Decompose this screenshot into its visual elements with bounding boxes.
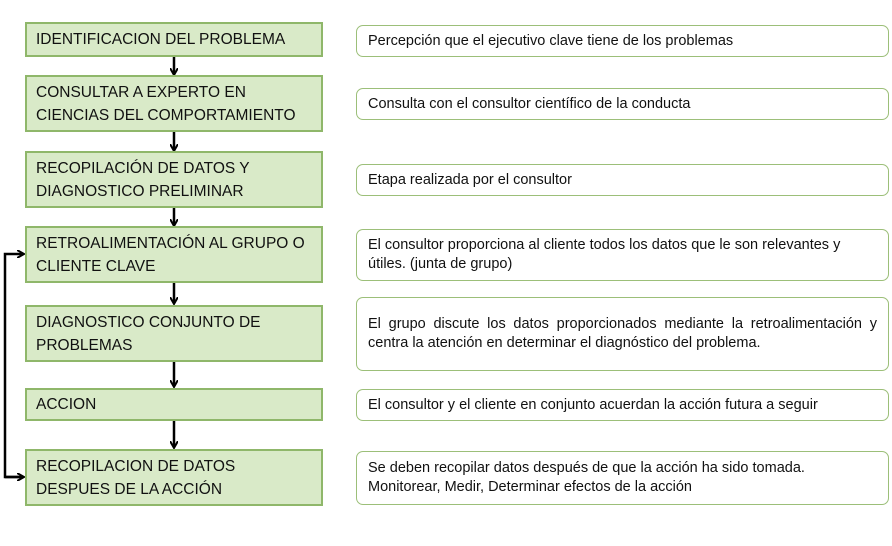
step-retroalimentacion [25,226,323,283]
step-diagnostico-conjunto [25,305,323,362]
note-diagnostico-conjunto [356,297,889,371]
feedback-loop-arrow [5,254,23,477]
step-label: RECOPILACIÓN DE DATOS Y DIAGNOSTICO PRELIMINAR [36,159,250,200]
step-recopilacion-despues [25,449,323,506]
note-text: Consulta con el consultor científico de la conducta [368,95,691,112]
note-identificacion [356,25,889,57]
note-text: Etapa realizada por el consultor [368,171,572,188]
note-text: El consultor proporciona al cliente todos los datos que le son relevantes y útiles. (junta de grupo) [368,237,841,272]
step-recopilacion-diagnostico [25,151,323,208]
note-text: El grupo discute los datos proporcionados mediante la retroalimentación y centra la atención en determinar el diagnóstico del problema. [368,316,877,351]
note-text: El consultor y el cliente en conjunto acuerdan la acción futura a seguir [368,396,818,413]
note-consultar-experto [356,88,889,120]
step-label: RETROALIMENTACIÓN AL GRUPO O CLIENTE CLAVE [36,234,305,275]
step-label: ACCION [36,396,97,413]
step-label: DIAGNOSTICO CONJUNTO DE PROBLEMAS [36,313,261,354]
step-label: RECOPILACION DE DATOS DESPUES DE LA ACCIÓN [36,457,236,498]
step-label: CONSULTAR A EXPERTO EN CIENCIAS DEL COMPORTAMIENTO [36,83,296,124]
step-accion [25,388,323,421]
note-accion [356,389,889,421]
note-recopilacion-diagnostico [356,164,889,196]
note-retroalimentacion [356,229,889,281]
note-text: Se deben recopilar datos después de que la acción ha sido tomada. Monitorear, Medir, Determinar efectos de la acción [368,460,805,495]
step-identificacion [25,22,323,57]
note-recopilacion-despues [356,451,889,505]
step-label: IDENTIFICACION DEL PROBLEMA [36,31,286,48]
note-text: Percepción que el ejecutivo clave tiene de los problemas [368,32,734,49]
step-consultar-experto [25,75,323,132]
